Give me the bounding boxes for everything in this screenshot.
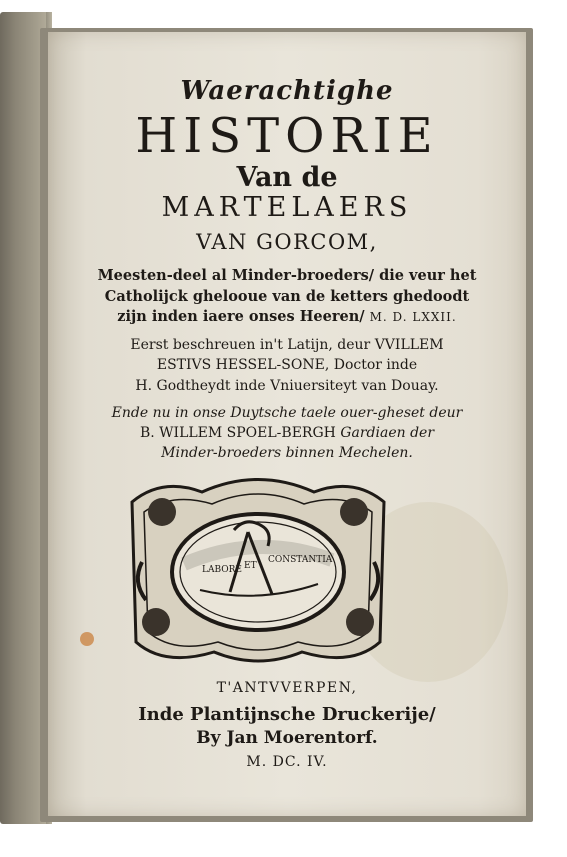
subtitle-line-1: Meesten-deel al Minder-broeders/ die veur het [97,267,477,284]
title-place: VAN GORCOM, [196,230,378,254]
subtitle-line-3 [48,308,526,325]
motto-word-2: ET [244,561,257,571]
subtitle-line-2: Catholijck ghelooue van de ketters ghedoodt [104,288,470,305]
subtitle-line-3-text: zijn inden iaere onses Heeren/ [117,308,365,325]
imprint-city: T'ANTVVERPEN, [216,680,358,696]
author-line-1: Eerst beschreuen in't Latijn, deur VVILLEM [130,337,444,353]
author-line-3: H. Godtheydt inde Vniuersiteyt van Douay. [135,378,439,394]
motto-word-1: LABORE [202,565,242,575]
title-line-1: Waerachtighe [180,76,394,106]
title-main: HISTORIE [135,108,439,164]
year-of-martyrdom: M. D. LXXII. [369,310,457,324]
motto-word-3: CONSTANTIA [268,555,333,565]
translator-line-3: Minder-broeders binnen Mechelen. [161,445,413,461]
translator-name: B. WILLEM SPOEL-BERGH [139,425,336,441]
imprint-press: Inde Plantijnsche Druckerije/ [138,704,436,725]
title-page [48,32,526,816]
translator-title: Gardiaen der [340,425,435,441]
translator-line-2 [48,425,526,441]
emblem-motto [122,472,394,668]
author-line-2: ESTIVS HESSEL-SONE, Doctor inde [156,357,418,373]
title-subject: MARTELAERS [161,192,413,223]
translator-line-1: Ende nu in onse Duytsche taele ouer-gheset deur [111,405,463,421]
imprint-printer: By Jan Moerentorf. [196,728,378,748]
title-line-3: Van de [236,162,338,193]
imprint-year: M. DC. IV. [246,754,328,770]
stain [80,632,94,646]
